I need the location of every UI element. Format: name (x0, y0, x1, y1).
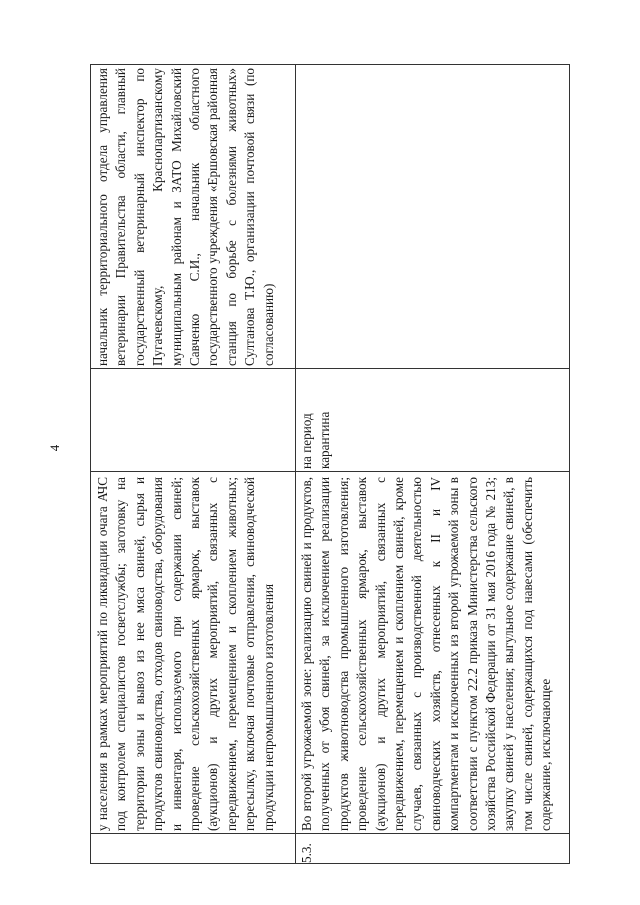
row1-period (92, 370, 294, 473)
row1-measure-text: у населения в рамках мероприятий по ликвидации очага АЧС под контролем специалистов госветслужбы; заготовку на территории зоны и вывоз из нее мяса свиней, сырья и продуктов свиноводства, отходов свиноводства, оборудования и инвентаря, используемого при содержании свиней; проведение сельскохозяйственных ярмарок, выставок (аукционов) и других мероприятий, связанных с передвижением, перемещением и скоплением животных; пересылку, включая почтовые отправления, свиноводческой продукции непромышленного изготовления (95, 477, 276, 831)
row1-responsible-text: начальник территориального отдела управления ветеринарии Правительства области, главный государственный ветеринарный инспектор по Пугачевскому, Краснопартизанскому муниципальным районам и ЗАТО Михайловский Савченко С.И., начальник областного государственного учреждения «Ершовская районная станция по борьбе с болезнями животных» Султанова Т.Ю., организации почтовой связи (по согласованию) (95, 68, 276, 366)
row2-measure-text: Во второй угрожаемой зоне: реализацию свиней и продуктов, полученных от убоя свиней, за исключением реализации продуктов животноводства промышленного изготовления; проведение сельскохозяйственных ярмарок, выставок (аукционов) и других мероприятий, связанных с передвижением, перемещением и скоплением свиней, кроме случаев, связанных с производственной деятельностью свиноводческих хозяйств, отнесенных к II и IV компартментам и исключенных из второй угрожаемой зоны в соответствии с пунктом 22.2 приказа Министерства сельского хозяйства Российской Федерации от 31 мая 2016 года № 213; закупку свиней у населения; выгульное содержание свиней, в том числе свиней, содержащихся под навесами (обеспечить содержание, исключающее (299, 477, 554, 831)
row2-responsible-text (296, 64, 570, 370)
measures-table (90, 64, 570, 864)
page-number: 4 (47, 444, 62, 452)
row2-period: на период карантина (299, 411, 333, 469)
row1-number (92, 835, 292, 864)
row2-number: 5.3. (299, 843, 314, 863)
